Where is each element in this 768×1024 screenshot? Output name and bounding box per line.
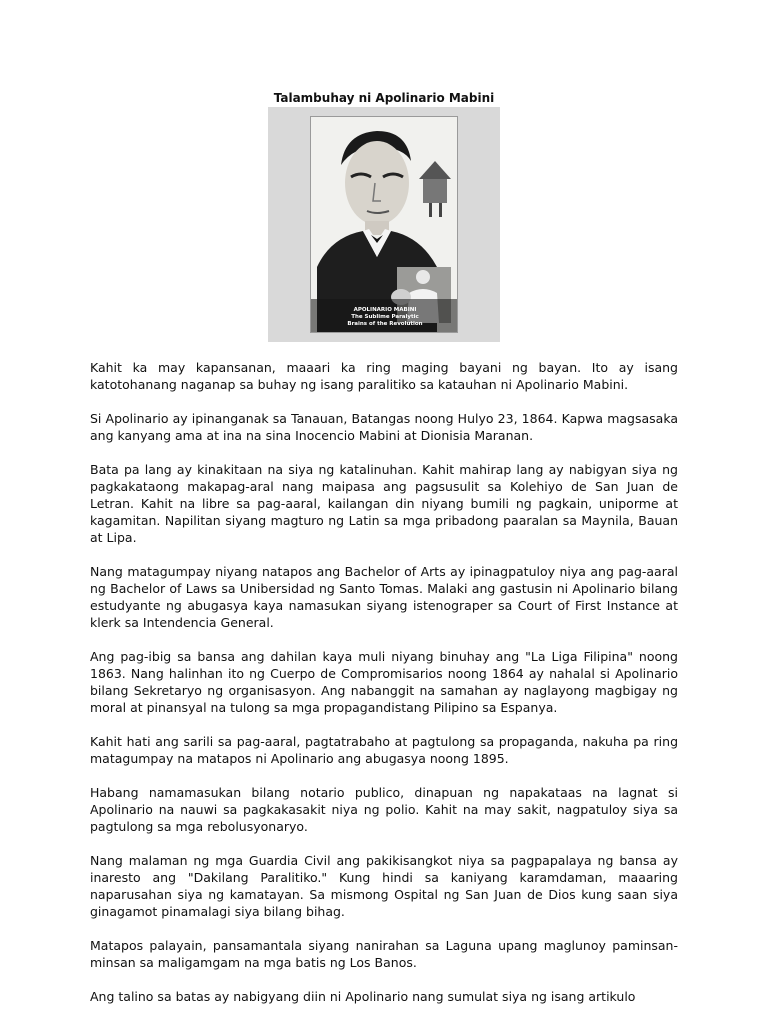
caption-line-role: Brains of the Revolution — [347, 321, 423, 327]
paragraph: Ang pag-ibig sa bansa ang dahilan kaya muli niyang binuhay ang "La Liga Filipina" noong 1863. Nang halinhan ito ng Cuerpo de Compromisarios noong 1864 ay nahalal si Apolinario bilang Sekretaryo ng organisasyon. Ang nabanggit na samahan ay naglayong magbigay ng moral at pinansyal na tulong sa mga propagandistang Pilipino sa Espanya. — [90, 649, 678, 715]
portrait-illustration — [311, 117, 457, 332]
portrait-card — [310, 116, 458, 333]
portrait-caption — [317, 307, 453, 328]
paragraph: Nang malaman ng mga Guardia Civil ang pakikisangkot niya sa pagpapalaya ng bansa ay inaresto ang "Dakilang Paralitiko." Kung hindi sa kaniyang karamdaman, maaaring naparusahan siya ng kamatayan. Sa mismong Ospital ng San Juan de Dios kung saan siya ginagamot pinamalagi siya bilang bihag. — [90, 853, 678, 919]
paragraph: Kahit hati ang sarili sa pag-aaral, pagtatrabaho at pagtulong sa propaganda, nakuha pa ring matagumpay na matapos ni Apolinario ang abugasya noong 1895. — [90, 734, 678, 766]
document-title: Talambuhay ni Apolinario Mabini — [273, 91, 495, 105]
paragraph: Kahit ka may kapansanan, maaari ka ring maging bayani ng bayan. Ito ay isang katotohanang naganap sa buhay ng isang paralitiko sa katauhan ni Apolinario Mabini. — [90, 360, 678, 392]
paragraph: Nang matagumpay niyang natapos ang Bachelor of Arts ay ipinagpatuloy niya ang pag-aaral ng Bachelor of Laws sa Unibersidad ng Santo Tomas. Malaki ang gastusin ni Apolinario bilang estudyante ng abugasya kaya namasukan siyang istenograper sa Court of First Instance at klerk sa Intendencia General. — [90, 564, 678, 630]
paragraph: Bata pa lang ay kinakitaan na siya ng katalinuhan. Kahit mahirap lang ay nabigyan siya ng pagkakataong makapag-aral nang maipasa ang pagsusulit sa Kolehiyo de San Juan de Letran. Kahit na libre sa pag-aaral, kailangan din niyang bumili ng pagkain, uniporme at kagamitan. Napilitan siyang magturo ng Latin sa mga pribadong paaralan sa Maynila, Bauan at Lipa. — [90, 462, 678, 545]
caption-line-name: APOLINARIO MABINI — [353, 307, 417, 313]
paragraph: Si Apolinario ay ipinanganak sa Tanauan, Batangas noong Hulyo 23, 1864. Kapwa magsasaka ang kanyang ama at ina na sina Inocencio Mabini at Dionisia Maranan. — [90, 411, 678, 443]
caption-line-epithet: The Sublime Paralytic — [351, 314, 419, 320]
paragraph: Ang talino sa batas ay nabigyang diin ni Apolinario nang sumulat siya ng isang artikulo — [90, 989, 636, 1004]
paragraph: Matapos palayain, pansamantala siyang nanirahan sa Laguna upang maglunoy paminsan-minsan sa maligamgam na mga batis ng Los Banos. — [90, 938, 678, 970]
biography-body — [90, 359, 678, 1022]
portrait-photo — [268, 107, 500, 342]
paragraph: Habang namamasukan bilang notario publico, dinapuan ng napakataas na lagnat si Apolinario na nauwi sa pagkakasakit niya ng polio. Kahit na may sakit, nagpatuloy siya sa pagtulong sa mga rebolusyonaryo. — [90, 785, 678, 834]
